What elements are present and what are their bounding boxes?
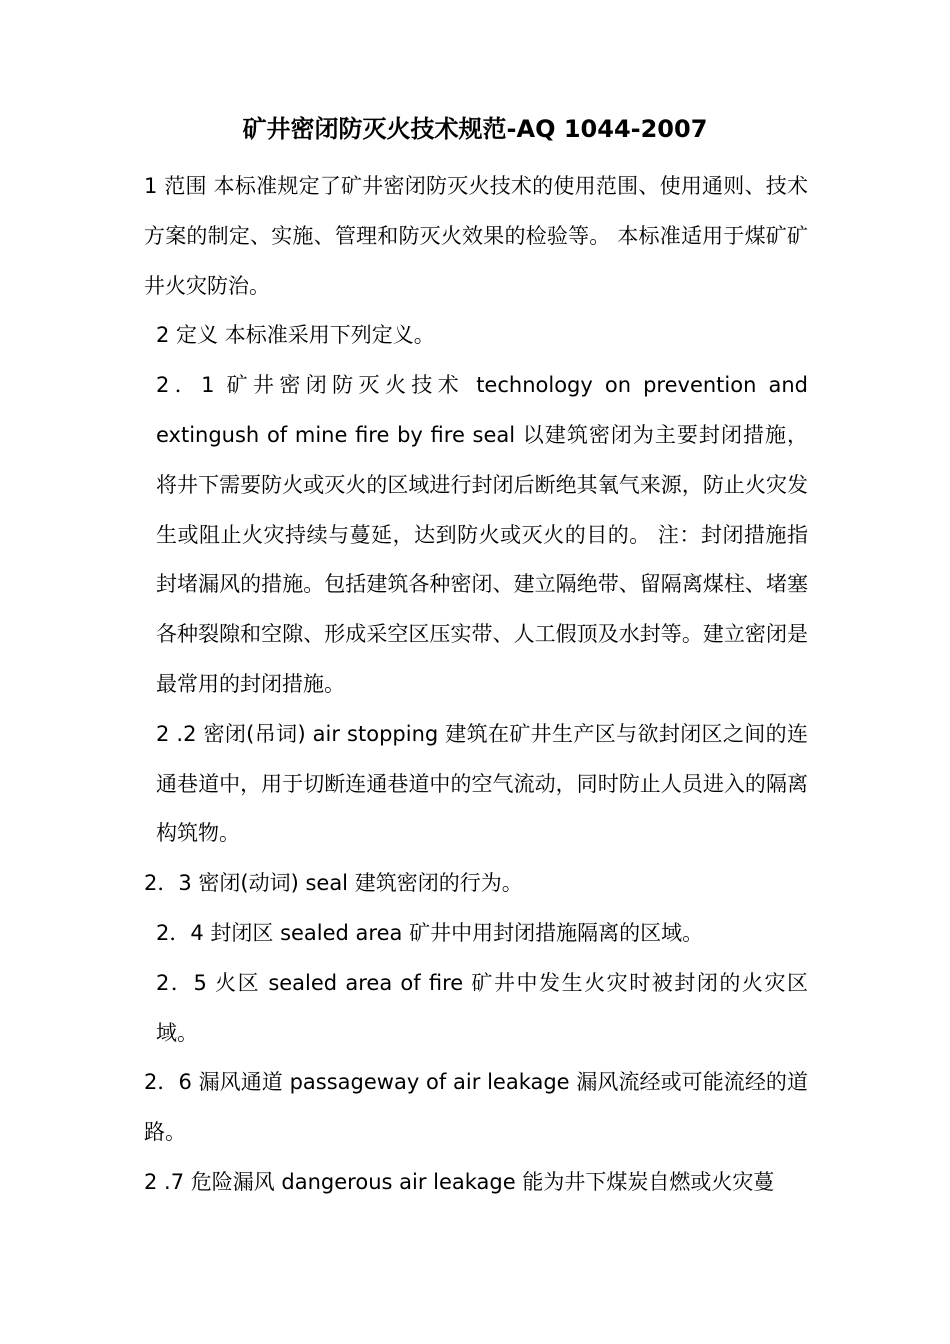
paragraph-definition-2-2: 2 .2 密闭(吊词) air stopping 建筑在矿井生产区与欲封闭区之间的连通巷道中，用于切断连通巷道中的空气流动，同时防止人员进入的隔离构筑物。	[156, 721, 808, 846]
paragraph-definition-2-1: 2．1 矿井密闭防灭火技术 technology on prevention and extingush of mine fire by fire seal 以建筑密闭为主要封闭措施，将井下需要防火或灭火的区域进行封闭后断绝其氧气来源，防止火灾发生或阻止火灾持续与蔓延，达到防火或灭火的目的。 注：封闭措施指封堵漏风的措施。包括建筑各种密闭、建立隔绝带、留隔离煤柱、堵塞各种裂隙和空隙、形成采空区压实带、人工假顶及水封等。建立密闭是最常用的封闭措施。	[156, 373, 808, 696]
paragraph-definitions-heading: 2 定义 本标准采用下列定义。	[156, 323, 435, 348]
paragraph-definition-2-6: 2．6 漏风通道 passageway of air leakage 漏风流经或可能流经的道路。	[144, 1070, 808, 1145]
paragraph-definition-2-7: 2 .7 危险漏风 dangerous air leakage 能为井下煤炭自燃或火灾蔓	[144, 1169, 775, 1194]
document-title: 矿井密闭防灭火技术规范-AQ 1044-2007	[242, 115, 708, 143]
paragraph-definition-2-4: 2．4 封闭区 sealed area 矿井中用封闭措施隔离的区域。	[156, 920, 704, 945]
paragraph-definition-2-3: 2．3 密闭(动词) seal 建筑密闭的行为。	[144, 871, 523, 896]
paragraph-definition-2-5: 2．5 火区 sealed area of fire 矿井中发生火灾时被封闭的火灾区域。	[156, 970, 808, 1045]
document-body	[144, 162, 808, 1208]
paragraph-scope: 1 范围 本标准规定了矿井密闭防灭火技术的使用范围、使用通则、技术方案的制定、实施、管理和防灭火效果的检验等。 本标准适用于煤矿矿井火灾防治。	[144, 174, 808, 298]
